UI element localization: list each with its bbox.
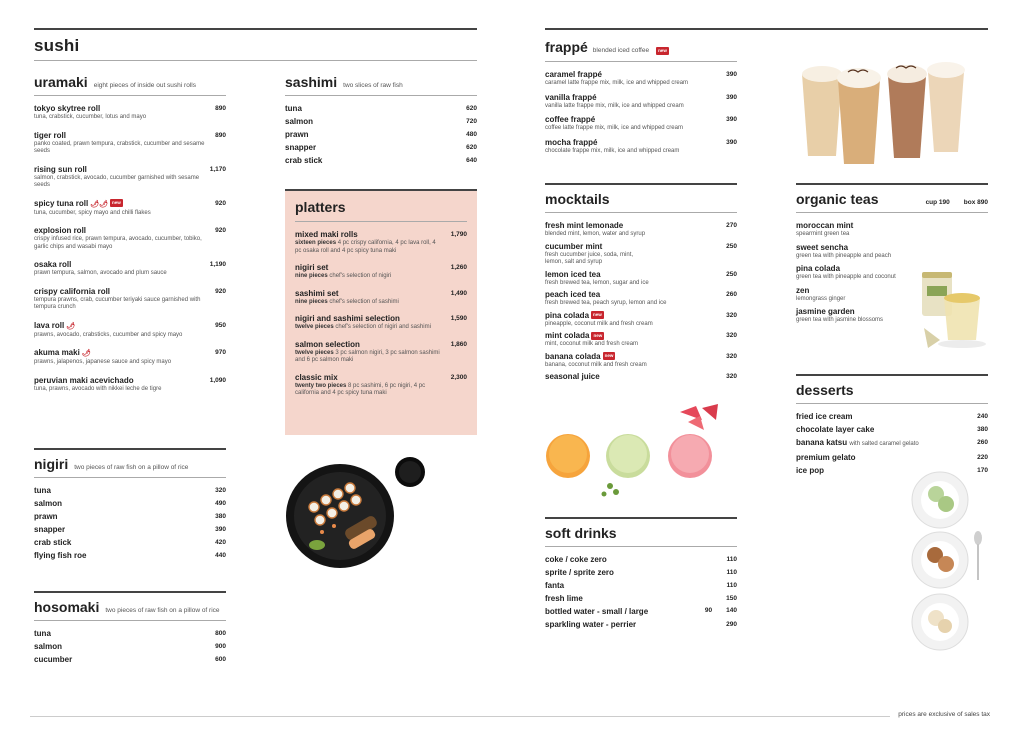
menu-item [295,314,467,332]
item-price: 260 [977,439,988,446]
menu-item [34,499,226,508]
item-desc: prawns, avocado, crabsticks, cucumber and spicy mayo [34,331,183,338]
item-name: snapper [285,143,317,152]
item-desc-row [295,240,443,255]
item-name: premium gelato [796,452,856,462]
item-pieces: twelve pieces [295,349,334,356]
menu-item [545,607,737,616]
item-name: peach iced tea [545,290,601,299]
item-price: 1,190 [209,261,226,268]
item-desc: chef's selection of nigiri and sashimi [335,324,431,330]
tea-box-price: box 890 [963,199,988,206]
menu-item [295,340,467,365]
item-price: 490 [215,500,226,507]
item-name: crab stick [285,156,323,165]
item-desc: fresh brewed tea, lemon, sugar and ice [545,279,649,286]
item-price: 110 [726,569,737,576]
hosomaki-subtitle: two pieces of raw fish on a pillow of rice [105,607,220,614]
menu-item [295,263,467,281]
dessert-bowls-image [908,470,988,654]
tea-prices [926,199,988,206]
soft-drinks-section [545,517,737,633]
item-desc: tuna, prawns, avocado with nikkei leche de tigre [34,385,162,392]
item-name: sweet sencha [796,242,849,252]
item-name: banana katsu [796,438,848,447]
chili-icon: 🌶🌶 [90,200,109,208]
item-name: salmon [34,499,63,508]
item-price: 380 [977,426,988,433]
item-name: salmon selection [295,339,360,349]
item-price: 950 [215,321,226,329]
item-name: snapper [34,525,66,534]
hosomaki-title: hosomaki [34,599,100,615]
item-price: 110 [726,582,737,589]
desserts-section [796,374,988,479]
menu-item [545,115,737,133]
item-name-row [545,352,718,362]
item-name: salmon [285,117,314,126]
item-name-row [34,321,207,332]
item-price: 720 [466,118,477,125]
item-price: 440 [215,552,226,559]
soft-drinks-title: soft drinks [545,525,617,541]
platters-title: platters [295,199,346,215]
frappe-section [545,28,737,160]
item-name: vanilla frappé [545,92,597,102]
sushi-bottom-rule [34,60,477,61]
item-desc: blended mint, lemon, water and syrup [545,231,646,237]
uramaki-title: uramaki [34,74,88,90]
item-name: chocolate layer cake [796,425,875,434]
item-price: 920 [215,199,226,207]
item-name: bottled water - small / large [545,607,649,616]
item-price: 390 [215,526,226,533]
item-desc: fresh brewed tea, peach syrup, lemon and ice [545,300,667,306]
tea-cup-price: cup 190 [925,199,950,206]
item-name: tokyo skytree roll [34,104,101,113]
item-desc: mint, coconut milk and fresh cream [545,341,639,347]
item-price: 600 [215,656,226,663]
desserts-title: desserts [796,382,854,398]
nigiri-section [34,448,226,564]
frappe-glasses-image [798,52,978,170]
item-desc: coffee latte frappe mix, milk, ice and whipped cream [545,125,683,131]
menu-item [34,538,226,547]
menu-item [545,331,737,349]
item-name: nigiri set [295,263,329,272]
menu-item [34,348,226,367]
item-price: 390 [726,71,737,78]
item-desc-row [295,324,443,332]
sashimi-header [285,68,477,96]
item-desc: 3 pc salmon nigiri, 3 pc salmon sashimi and 6 pc salmon maki [295,349,440,363]
item-desc: tempura prawns, crab, cucumber teriyaki sauce garnished with tempura crunch [34,296,201,310]
mocktail-glasses-image [540,400,740,508]
item-pieces: sixteen pieces [295,240,337,246]
item-desc: caramel latte frappe mix, milk, ice and whipped cream [545,80,689,86]
item-name: mint colada [545,331,590,340]
item-price: 250 [726,270,737,278]
item-desc-row [295,299,443,307]
item-name: spicy tuna roll [34,198,89,208]
item-name: banana colada [545,351,601,361]
menu-item [545,138,737,156]
item-price: 110 [726,556,737,563]
menu-item [545,568,737,577]
item-price-small: 90 [704,607,713,614]
uramaki-section [34,68,226,402]
item-name: fanta [545,581,565,590]
item-name-row [34,199,207,210]
item-name: lava roll [34,320,65,330]
menu-item [796,412,988,421]
new-badge: new [112,200,121,206]
item-price: 890 [215,131,226,139]
item-name: akuma maki [34,348,80,357]
item-name: coke / coke zero [545,555,607,564]
hosomaki-section [34,591,226,668]
menu-item [796,286,911,304]
mocktails-section [545,183,737,385]
menu-item [285,117,477,126]
organic-teas-header [796,183,988,213]
mocktails-title: mocktails [545,191,610,207]
menu-item [796,264,911,282]
item-desc: 8 pc sashimi, 6 pc nigiri, 4 pc california and 4 pc spicy tuna maki [295,382,426,396]
item-price: 620 [466,105,477,112]
frappe-subtitle: blended iced coffee [592,47,650,54]
item-desc: green tea with pineapple and coconut [796,274,896,280]
menu-item [34,287,226,312]
item-price: 290 [726,621,737,628]
item-price: 250 [726,242,737,250]
new-badge: new [604,353,614,359]
item-price: 150 [726,595,737,602]
item-name: mocha frappé [545,137,598,147]
item-price: 2,300 [450,373,467,381]
menu-item [34,165,226,190]
item-price: 920 [215,287,226,295]
item-name: sparkling water - perrier [545,620,637,629]
item-name: explosion roll [34,226,87,235]
menu-item [34,376,226,394]
item-name: prawn [285,130,309,139]
item-name: mixed maki rolls [295,230,358,239]
item-name: tuna [34,486,51,495]
uramaki-header [34,68,226,96]
item-desc-row [295,350,443,365]
item-name-row [796,438,919,449]
menu-item [285,156,477,165]
item-name: ice pop [796,465,825,475]
menu-item [285,130,477,139]
item-price: 890 [215,105,226,112]
menu-item [295,289,467,307]
item-desc: pineapple, coconut milk and fresh cream [545,320,653,327]
menu-item [545,70,737,88]
item-name: lemon iced tea [545,269,601,279]
item-price: 620 [466,144,477,151]
menu-item [34,486,226,495]
item-desc: lemongrass ginger [796,295,846,302]
item-name: cucumber mint [545,241,603,251]
menu-item [545,594,737,603]
new-badge: new [593,312,602,318]
item-price: 170 [977,466,988,474]
menu-item [34,512,226,521]
sashimi-subtitle: two slices of raw fish [343,82,403,89]
item-name: prawn [34,512,58,521]
menu-item [796,453,988,462]
item-price: 970 [215,349,226,356]
item-name: tuna [285,104,302,113]
menu-item [34,655,226,664]
item-price: 1,860 [450,340,467,348]
item-desc: salmon, crabstick, avocado, cucumber garnished with sesame seeds [34,174,200,188]
menu-item [295,230,467,255]
menu-item [34,199,226,218]
sushi-plate-image [282,452,432,572]
item-pieces: twenty two pieces [295,382,347,389]
menu-item [796,221,911,239]
mocktails-header [545,183,737,213]
item-name: fresh lime [545,594,583,603]
menu-item [34,321,226,340]
platters-header [295,191,467,222]
item-desc: prawn tempura, salmon, avocado and plum sauce [34,270,167,276]
hosomaki-header [34,591,226,621]
item-price: 270 [726,222,737,229]
sushi-title: sushi [34,36,80,55]
frappe-title: frappé [545,39,588,55]
item-desc: 4 pc crispy california, 4 pc lava roll, 4 pc osaka roll and 4 pc spicy tuna maki [295,240,436,254]
item-price: 220 [977,453,988,461]
menu-item [545,242,737,267]
item-desc: vanilla latte frappe mix, milk, ice and whipped cream [545,102,684,109]
item-price: 1,090 [209,376,226,384]
uramaki-list [34,104,226,393]
item-price: 140 [726,607,737,614]
item-price: 320 [215,487,226,494]
sashimi-section [285,68,477,169]
item-price: 260 [726,291,737,298]
platters-section [285,189,477,435]
item-desc: banana, coconut milk and fresh cream [545,361,647,368]
item-name: tiger roll [34,130,67,140]
item-name: caramel frappé [545,70,602,79]
item-price: 320 [726,373,737,380]
item-name: zen [796,285,810,295]
item-name: salmon [34,642,63,651]
nigiri-title: nigiri [34,456,69,472]
item-pieces: nine pieces [295,298,328,305]
desserts-header [796,374,988,404]
item-price: 480 [466,131,477,138]
item-name: flying fish roe [34,551,87,560]
item-name: jasmine garden [796,307,855,316]
item-pieces: nine pieces [295,273,328,279]
item-desc: tuna, cucumber, spicy mayo and chilli flakes [34,209,151,216]
item-name: pina colada [545,310,590,320]
item-name: pina colada [796,264,841,273]
sushi-column [34,28,226,61]
item-price: 1,590 [450,315,467,322]
menu-item [34,131,226,156]
nigiri-header [34,448,226,478]
item-price: 320 [726,352,737,360]
item-name: seasonal juice [545,372,600,381]
item-pieces: twelve pieces [295,324,334,330]
item-price: 380 [215,513,226,520]
item-price: 240 [977,413,988,420]
item-price-pair [705,607,737,614]
item-name: moroccan mint [796,221,854,230]
item-name: cucumber [34,655,73,664]
item-name: tuna [34,629,51,638]
item-price: 1,790 [450,231,467,238]
menu-item [545,620,737,629]
item-desc: chef's selection of sashimi [329,298,399,305]
item-name: rising sun roll [34,164,87,174]
chili-icon: 🌶 [81,350,91,357]
item-desc: chef's selection of nigiri [329,273,392,279]
menu-item [34,104,226,122]
item-extra: with salted caramel gelato [849,441,919,447]
menu-item [796,438,988,449]
item-name: osaka roll [34,260,72,269]
item-name: crispy california roll [34,286,111,296]
item-price: 320 [726,332,737,339]
menu-item [796,307,911,325]
item-name: peruvian maki acevichado [34,375,134,385]
item-price: 800 [215,630,226,637]
menu-item [34,525,226,534]
menu-item [34,226,226,251]
menu-item [796,243,911,261]
menu-item [545,555,737,564]
item-price: 1,490 [450,289,467,297]
item-price: 390 [726,93,737,101]
item-name: nigiri and sashimi selection [295,314,400,323]
menu-item [34,260,226,278]
footer-rule [30,716,890,717]
menu-item [285,143,477,152]
menu-item [545,221,737,239]
item-name: sprite / sprite zero [545,568,614,577]
item-price: 390 [726,116,737,123]
item-price: 1,170 [209,165,226,173]
menu-item [34,642,226,651]
menu-item [545,581,737,590]
new-badge: new [658,48,667,53]
item-desc-row [295,273,443,281]
item-name: crab stick [34,538,72,547]
organic-teas-list [796,221,911,325]
item-price: 420 [215,539,226,546]
menu-item [545,93,737,111]
item-name-row [545,331,718,341]
soft-drinks-header [545,517,737,547]
item-desc: prawns, jalapenos, japanese sauce and spicy mayo [34,359,172,365]
item-desc: tuna, crabstick, cucumber, lotus and mayo [34,114,147,120]
menu-item [545,270,737,288]
item-price: 640 [466,157,477,164]
new-badge: new [593,332,603,338]
menu-item [34,551,226,560]
item-desc: chocolate frappe mix, milk, ice and whipped cream [545,147,680,154]
tea-cup-image [918,268,988,352]
frappe-header [545,30,737,62]
item-desc: spearmint green tea [796,231,850,237]
menu-item [545,311,737,329]
item-desc-row [295,383,443,398]
menu-item [545,372,737,382]
item-name: fresh mint lemonade [545,221,624,230]
item-price: 920 [215,227,226,234]
item-name-row [545,311,718,321]
item-desc: panko coated, prawn tempura, crabstick, cucumber and sesame seeds [34,140,205,154]
item-name: sashimi set [295,288,339,298]
item-desc: crispy infused rice, prawn tempura, avocado, cucumber, tobiko, garlic chips and wasabi mayo [34,236,202,250]
chili-icon: 🌶 [66,322,76,330]
item-desc: green tea with jasmine blossoms [796,317,884,323]
menu-item [295,373,467,398]
menu-item [796,425,988,434]
item-name: classic mix [295,372,338,382]
menu-item [545,352,737,370]
item-name-row [34,348,207,359]
menu-item [545,290,737,308]
item-price: 1,260 [450,264,467,271]
item-price: 900 [215,643,226,650]
item-price: 320 [726,311,737,319]
menu-item [285,104,477,113]
menu-item [34,629,226,638]
uramaki-subtitle: eight pieces of inside out sushi rolls [93,82,196,89]
footer-note: prices are exclusive of sales tax [898,711,990,718]
item-name: fried ice cream [796,412,853,421]
item-desc: fresh cucumber juice, soda, mint, lemon, salt and syrup [545,251,634,265]
item-desc: green tea with pineapple and peach [796,252,892,259]
item-name: coffee frappé [545,115,596,124]
sashimi-title: sashimi [285,74,338,90]
item-price: 390 [726,138,737,146]
nigiri-subtitle: two pieces of raw fish on a pillow of rice [74,464,189,471]
organic-teas-title: organic teas [796,191,879,207]
